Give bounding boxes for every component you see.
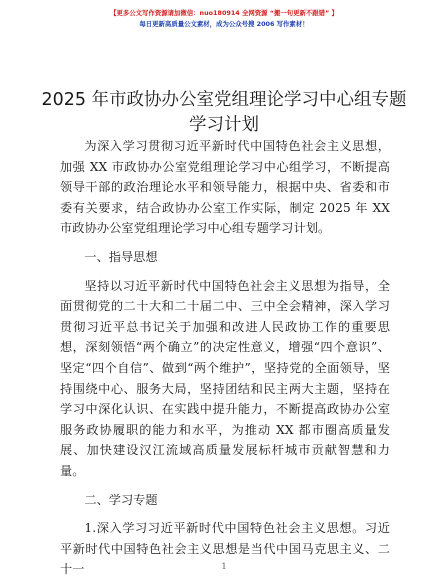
section-heading-study-topics: 二、学习专题 [84,492,158,507]
page-number: 1 [221,562,227,571]
guiding-thought-paragraph: 坚持以习近平新时代中国特色社会主义思想为指导，全面贯彻党的二十大和二十届二中、三中全会精神，深入学习贯彻习近平总书记关于加强和改进人民政协工作的重要思想，深刻领悟“两个确立”的决定性意义，增强“四个意识”、坚定“四个自信”、做到“两个维护”，坚持党的全面领导，坚持围绕中心、服务大局，坚持团结和民主两大主题，坚持在学习中深化认识、在实践中提升能力，不断提高政协办公室服务政协履职的能力和水平，为推动 XX 都市圈高质量发展、加快建设汉江流域高质量发展标杆城市贡献智慧和力量。 [60,278,390,478]
title-line-1: 2025 年市政协办公室党组理论学习中心组专题 [41,90,407,110]
promo-banner [0,8,448,30]
intro-paragraph: 为深入学习贯彻习近平新时代中国特色社会主义思想，加强 XX 市政协办公室党组理论学习中心组学习，不断提高领导干部的政治理论水平和领导能力，根据中央、省委和市委有关要求，结合政协办公室工作实际，制定 2025 年 XX 市政协办公室党组理论学习中心组专题学习计划。 [60,139,390,236]
study-topic-item-1: 1.深入学习习近平新时代中国特色社会主义思想。习近平新时代中国特色社会主义思想是当代中国马克思主义、二十一 [60,521,390,577]
promo-line-2: 每日更新高质量公文素材，成为公众号搜 2006 写作素材！ [139,20,309,28]
section-heading-guiding-thought: 一、指导思想 [84,249,158,264]
title-line-2: 学习计划 [189,115,259,135]
document-body [60,136,390,580]
promo-line-1: 【更多公文写作资源请加微信：nuo180914 全网资源 “搬一句更新不跟错” 】 [110,9,338,17]
document-title [40,88,408,138]
